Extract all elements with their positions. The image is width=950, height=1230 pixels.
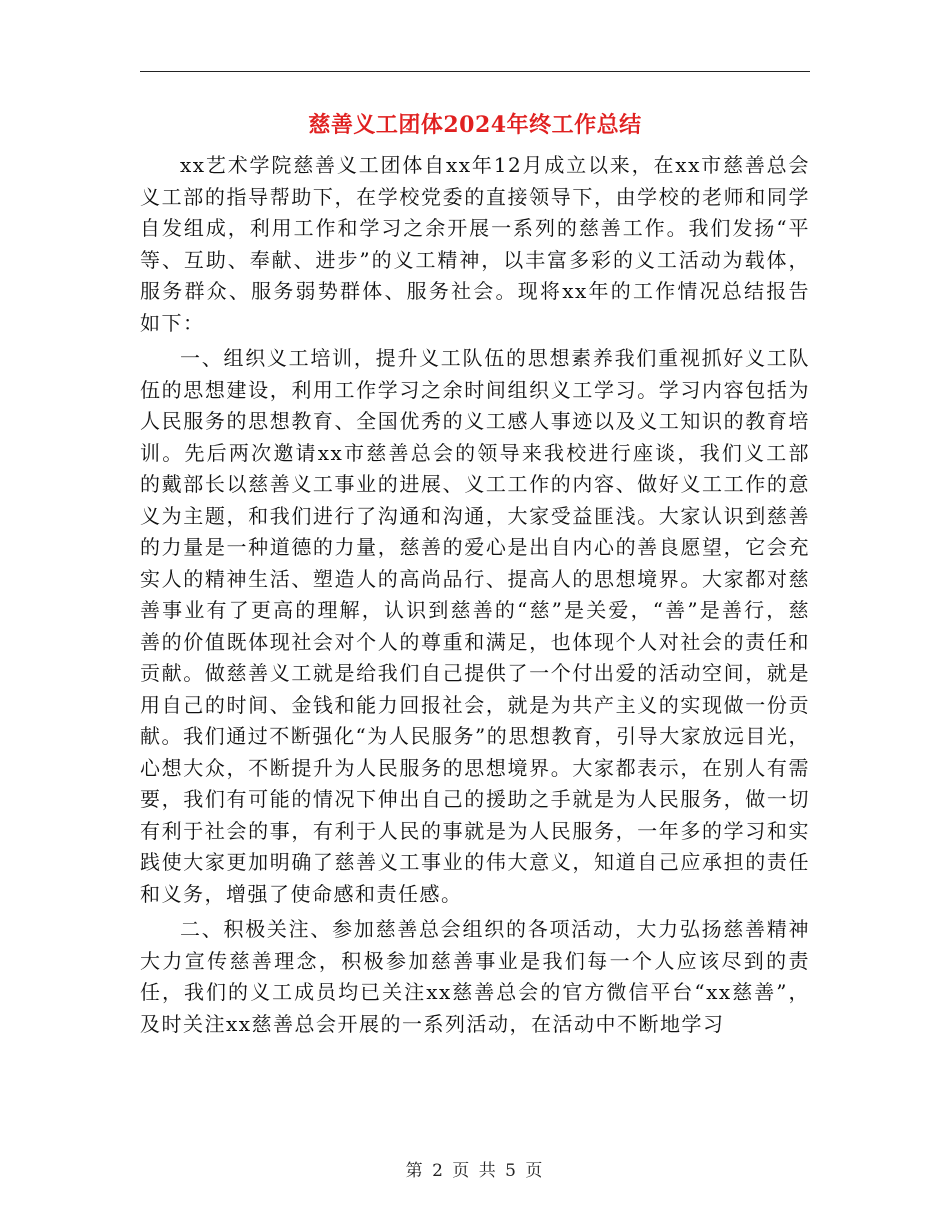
document-title: 慈善义工团体2024年终工作总结 bbox=[308, 112, 642, 138]
page-number-footer: 第 2 页 共 5 页 bbox=[405, 1161, 545, 1181]
paragraph-intro: xx艺术学院慈善义工团体自xx年12月成立以来，在xx市慈善总会义工部的指导帮助下，在学校党委的直接领导下，由学校的老师和同学自发组成，利用工作和学习之余开展一系列的慈善工作。我们发扬“平等、互助、奉献、进步”的义工精神，以丰富多彩的义工活动为载体，服务群众、服务弱势群体、服务社会。现将xx年的工作情况总结报告如下： bbox=[140, 153, 810, 335]
paragraph-section-2: 二、积极关注、参加慈善总会组织的各项活动，大力弘扬慈善精神大力宣传慈善理念，积极参加慈善事业是我们每一个人应该尽到的责任，我们的义工成员均已关注xx慈善总会的官方微信平台“xx慈善”，及时关注xx慈善总会开展的一系列活动，在活动中不断地学习 bbox=[140, 917, 810, 1036]
header-rule bbox=[140, 71, 810, 72]
paragraph-section-1: 一、组织义工培训，提升义工队伍的思想素养我们重视抓好义工队伍的思想建设，利用工作学习之余时间组织义工学习。学习内容包括为人民服务的思想教育、全国优秀的义工感人事迹以及义工知识的教育培训。先后两次邀请xx市慈善总会的领导来我校进行座谈，我们义工部的戴部长以慈善义工事业的进展、义工工作的内容、做好义工工作的意义为主题，和我们进行了沟通和沟通，大家受益匪浅。大家认识到慈善的力量是一种道德的力量，慈善的爱心是出自内心的善良愿望，它会充实人的精神生活、塑造人的高尚品行、提高人的思想境界。大家都对慈善事业有了更高的理解，认识到慈善的“慈”是关爱，“善”是善行，慈善的价值既体现社会对个人的尊重和满足，也体现个人对社会的责任和贡献。做慈善义工就是给我们自己提供了一个付出爱的活动空间，就是用自己的时间、金钱和能力回报社会，就是为共产主义的实现做一份贡献。我们通过不断强化“为人民服务”的思想教育，引导大家放远目光，心想大众，不断提升为人民服务的思想境界。大家都表示，在别人有需要，我们有可能的情况下伸出自己的援助之手就是为人民服务，做一切有利于社会的事，有利于人民的事就是为人民服务，一年多的学习和实践使大家更加明确了慈善义工事业的伟大意义，知道自己应承担的责任和义务，增强了使命感和责任感。 bbox=[140, 346, 810, 906]
document-body bbox=[140, 150, 810, 1044]
